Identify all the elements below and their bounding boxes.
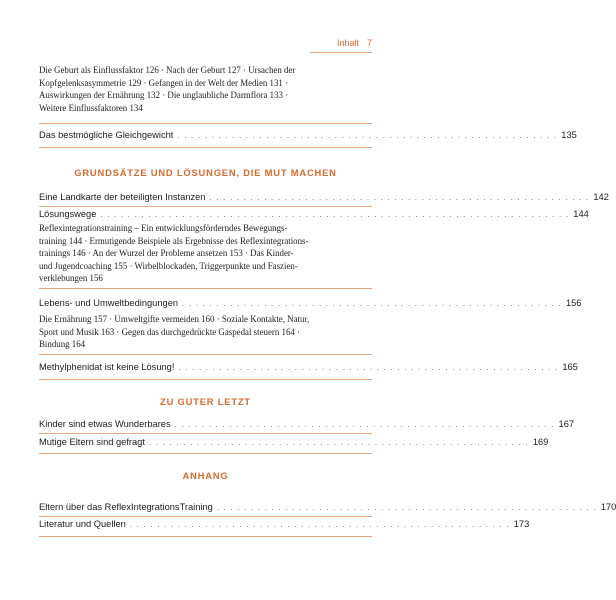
toc-subentry-line: und Jugendcoaching 155 · Wirbelblockaden, Triggerpunkte und Faszien- [39, 260, 298, 271]
divider [39, 354, 372, 355]
toc-subentry-line: Kopfgelenksasymmetrie 129 · Gefangen in der Welt der Medien 131 · [39, 77, 289, 88]
section-heading: GRUNDSÄTZE UND LÖSUNGEN, DIE MUT MACHEN [74, 167, 337, 178]
header-label: Inhalt [336, 38, 359, 48]
toc-subentry-line: Sport und Musik 163 · Gegen das durchgedrückte Gaspedal steuern 164 · [39, 326, 301, 337]
divider [39, 433, 372, 434]
section-heading: ZU GUTER LETZT [160, 396, 251, 407]
toc-subentry-line: Reflexintegrationstraining – Ein entwicklungsförderndes Bewegungs- [39, 223, 288, 233]
divider [39, 147, 372, 148]
toc-entry-page: 144 [573, 209, 589, 219]
toc-subentry-line: Auswirkungen der Ernährung 132 · Die unglaubliche Darmflora 133 · [39, 90, 289, 101]
toc-leader-dots: . . . . . . . . . . . . . . . . . . . . . . . . . . . . . . . . . . . . . . . . . . . . . . . . . . . . . . . . [129, 520, 510, 529]
toc-entry-title: Das bestmögliche Gleichgewicht [39, 130, 174, 140]
section-heading: ANHANG [182, 470, 229, 481]
toc-entry[interactable] [39, 208, 589, 221]
divider [39, 379, 372, 380]
toc-subentry-line: Weitere Einflussfaktoren 134 [39, 102, 143, 113]
toc-entry-page: 142 [593, 192, 609, 202]
toc-subentry-line: Die Geburt als Einflussfaktor 126 · Nach der Geburt 127 · Ursachen der [39, 65, 296, 75]
toc-leader-dots: . . . . . . . . . . . . . . . . . . . . . . . . . . . . . . . . . . . . . . . . . . . . . . . . . . . . . . . . [148, 438, 529, 447]
toc-subentry-line: trainings 146 · An der Wurzel der Probleme ansetzen 153 · Das Kinder- [39, 248, 294, 259]
toc-leader-dots: . . . . . . . . . . . . . . . . . . . . . . . . . . . . . . . . . . . . . . . . . . . . . . . . . . . . . . . . [209, 193, 590, 202]
toc-entry-title: Eltern über das ReflexIntegrationsTraining [39, 502, 213, 512]
toc-entry-page: 165 [562, 362, 578, 372]
divider [39, 516, 372, 517]
toc-entry-page: 170 [600, 502, 616, 512]
toc-entry[interactable] [39, 191, 609, 204]
toc-entry[interactable] [39, 418, 575, 431]
divider [39, 206, 372, 207]
toc-leader-dots: . . . . . . . . . . . . . . . . . . . . . . . . . . . . . . . . . . . . . . . . . . . . . . . . . . . . . . . . [174, 420, 555, 429]
toc-entry-page: 169 [532, 437, 549, 447]
toc-entry-title: Lösungswege [39, 209, 97, 219]
toc-subentry-line: verklebungen 156 [39, 273, 103, 284]
toc-entry[interactable] [39, 501, 616, 514]
toc-leader-dots: . . . . . . . . . . . . . . . . . . . . . . . . . . . . . . . . . . . . . . . . . . . . . . . . . . . . . . . . . . . . . . . . . . . . . [100, 210, 570, 219]
toc-entry[interactable] [39, 297, 582, 310]
toc-subentries [39, 64, 372, 114]
toc-entry-page: 173 [513, 519, 530, 529]
toc-entry-title: Methylphenidat ist keine Lösung! [39, 362, 175, 372]
toc-entry[interactable] [39, 361, 578, 374]
toc-subentry-line: Bindung 164 [39, 339, 86, 350]
toc-entry-title: Lebens- und Umweltbedingungen [39, 298, 179, 308]
toc-entry-title: Mutige Eltern sind gefragt [39, 437, 145, 447]
toc-leader-dots: . . . . . . . . . . . . . . . . . . . . . . . . . . . . . . . . . . . . . . . . . . . . . . . . . . . . . . . . [177, 131, 558, 140]
toc-subentries [39, 313, 372, 351]
divider [39, 288, 372, 289]
toc-entry[interactable] [39, 436, 549, 449]
toc-leader-dots: . . . . . . . . . . . . . . . . . . . . . . . . . . . . . . . . . . . . . . . . . . . . . . . . . . . . . . . . [178, 363, 559, 372]
toc-entry-title: Eine Landkarte der beteiligten Instanzen [39, 192, 206, 202]
toc-leader-dots: . . . . . . . . . . . . . . . . . . . . . . . . . . . . . . . . . . . . . . . . . . . . . . . . . . . . . . . . [216, 503, 597, 512]
toc-entry-title: Kinder sind etwas Wunderbares [39, 419, 171, 429]
divider [39, 123, 372, 124]
toc-subentry-line: training 144 · Ermutigende Beispiele als Ergebnisse des Reflexintegrations- [39, 235, 309, 246]
toc-entry-page: 156 [565, 298, 582, 308]
divider [39, 536, 372, 537]
toc-subentries [39, 222, 372, 285]
toc-leader-dots: . . . . . . . . . . . . . . . . . . . . . . . . . . . . . . . . . . . . . . . . . . . . . . . . . . . . . . . . [182, 299, 562, 308]
toc-entry[interactable] [39, 129, 577, 142]
running-header [310, 34, 372, 53]
header-page-number: 7 [366, 38, 372, 48]
divider [39, 453, 372, 454]
toc-entry-page: 167 [558, 419, 575, 429]
toc-entry-page: 135 [561, 130, 577, 140]
toc-entry-title: Literatur und Quellen [39, 519, 126, 529]
toc-subentry-line: Die Ernährung 157 · Umweltgifte vermeiden 160 · Soziale Kontakte, Natur, [39, 314, 310, 324]
toc-entry[interactable] [39, 518, 530, 531]
